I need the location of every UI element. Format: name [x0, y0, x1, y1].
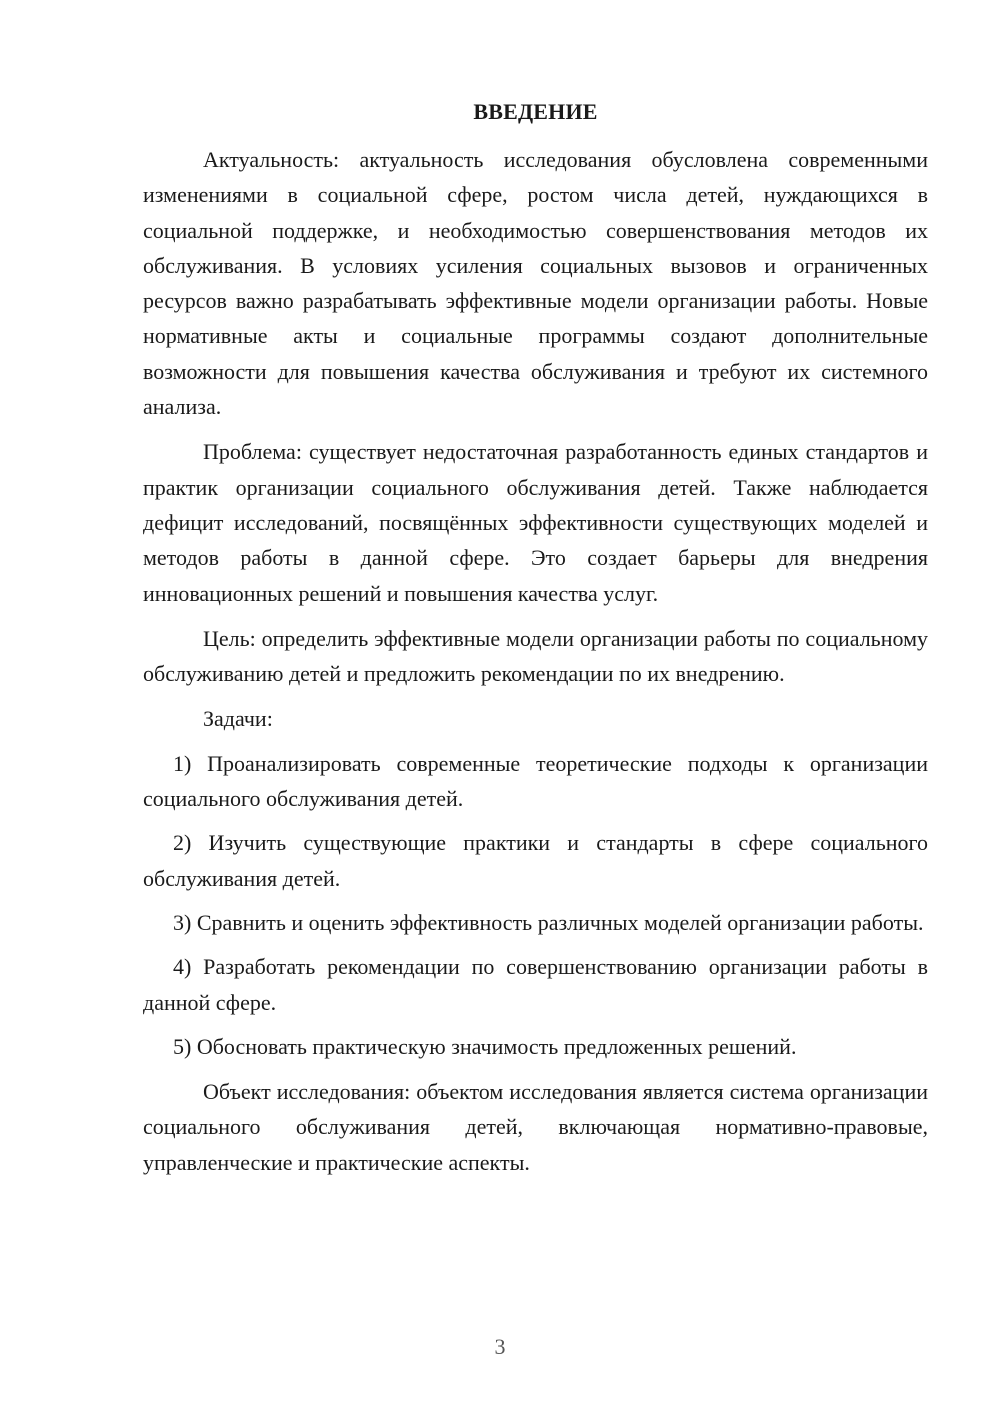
section-title: ВВЕДЕНИЕ	[473, 99, 598, 124]
page-number: 3	[494, 1334, 506, 1359]
list-item: 2) Изучить существующие практики и стандарты в сфере социального обслуживания детей.	[143, 830, 928, 891]
list-item: 5) Обосновать практическую значимость предложенных решений.	[173, 1033, 797, 1059]
paragraph-goal: Цель: определить эффективные модели организации работы по социальному обслуживанию детей и предложить рекомендации по их внедрению.	[143, 625, 928, 687]
list-item: 1) Проанализировать современные теоретические подходы к организации социального обслуживания детей.	[143, 750, 928, 812]
list-item: 3) Сравнить и оценить эффективность различных моделей организации работы.	[173, 909, 924, 935]
document-page	[143, 94, 928, 1180]
paragraph-problem: Проблема: существует недостаточная разработанность единых стандартов и практик организации социального обслуживания детей. Также наблюдается дефицит исследований, посвящённых эффективности существующих моделей и методов работы в данной сфере. Это создает барьеры для внедрения инновационных решений и повышения качества услуг.	[143, 439, 928, 606]
paragraph-relevance: Актуальность: актуальность исследования обусловлена современными изменениями в социальной сфере, ростом числа детей, нуждающихся в социальной поддержке, и необходимостью совершенствования методов их обслуживания. В условиях усиления социальных вызовов и ограниченных ресурсов важно разрабатывать эффективные модели организации работы. Новые нормативные акты и социальные программы создают дополнительные возможности для повышения качества обслуживания и требуют их системного анализа.	[143, 147, 928, 420]
list-item: 4) Разработать рекомендации по совершенствованию организации работы в данной сфере.	[143, 954, 928, 1015]
paragraph-tasks-heading: Задачи:	[203, 706, 273, 732]
paragraph-object: Объект исследования: объектом исследования является система организации социального обслуживания детей, включающая нормативно-правовые, управленческие и практические аспекты.	[143, 1079, 928, 1175]
